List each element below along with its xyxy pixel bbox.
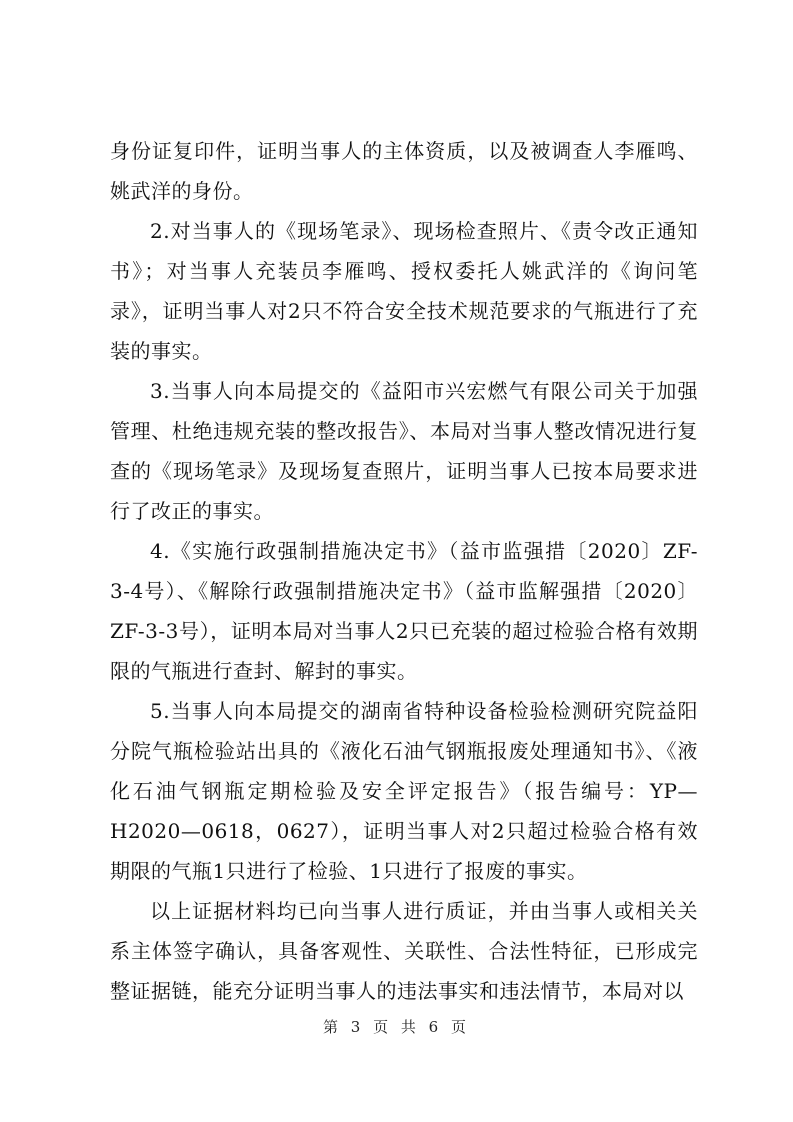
- paragraph-evidence-5: 5.当事人向本局提交的湖南省特种设备检验检测研究院益阳分院气瓶检验站出具的《液化石油气钢瓶报废处理通知书》、《液化石油气钢瓶定期检验及安全评定报告》（报告编号：YP—H2020—0618，0627），证明当事人对2只超过检验合格有效期限的气瓶1只进行了检验、1只进行了报废的事实。: [110, 699, 698, 883]
- document-body: [110, 131, 698, 1011]
- paragraph-summary: 以上证据材料均已向当事人进行质证，并由当事人或相关关系主体签字确认，具备客观性、关联性、合法性特征，已形成完整证据链，能充分证明当事人的违法事实和违法情节，本局对以: [110, 899, 698, 1003]
- paragraph-evidence-2: 2.对当事人的《现场笔录》、现场检查照片、《责令改正通知书》；对当事人充装员李雁鸣、授权委托人姚武洋的《询问笔录》，证明当事人对2只不符合安全技术规范要求的气瓶进行了充装的事实。: [110, 219, 698, 363]
- paragraph-evidence-3: 3.当事人向本局提交的《益阳市兴宏燃气有限公司关于加强管理、杜绝违规充装的整改报告》、本局对当事人整改情况进行复查的《现场笔录》及现场复查照片，证明当事人已按本局要求进行了改正的事实。: [110, 379, 698, 523]
- paragraph-evidence-4: 4.《实施行政强制措施决定书》（益市监强措〔2020〕ZF-3-4号）、《解除行政强制措施决定书》（益市监解强措〔2020〕ZF-3-3号），证明本局对当事人2只已充装的超过检验合格有效期限的气瓶进行查封、解封的事实。: [110, 539, 698, 683]
- page-number: 第 3 页 共 6 页: [323, 1018, 470, 1036]
- paragraph-continuation: 身份证复印件，证明当事人的主体资质，以及被调查人李雁鸣、姚武洋的身份。: [110, 139, 698, 203]
